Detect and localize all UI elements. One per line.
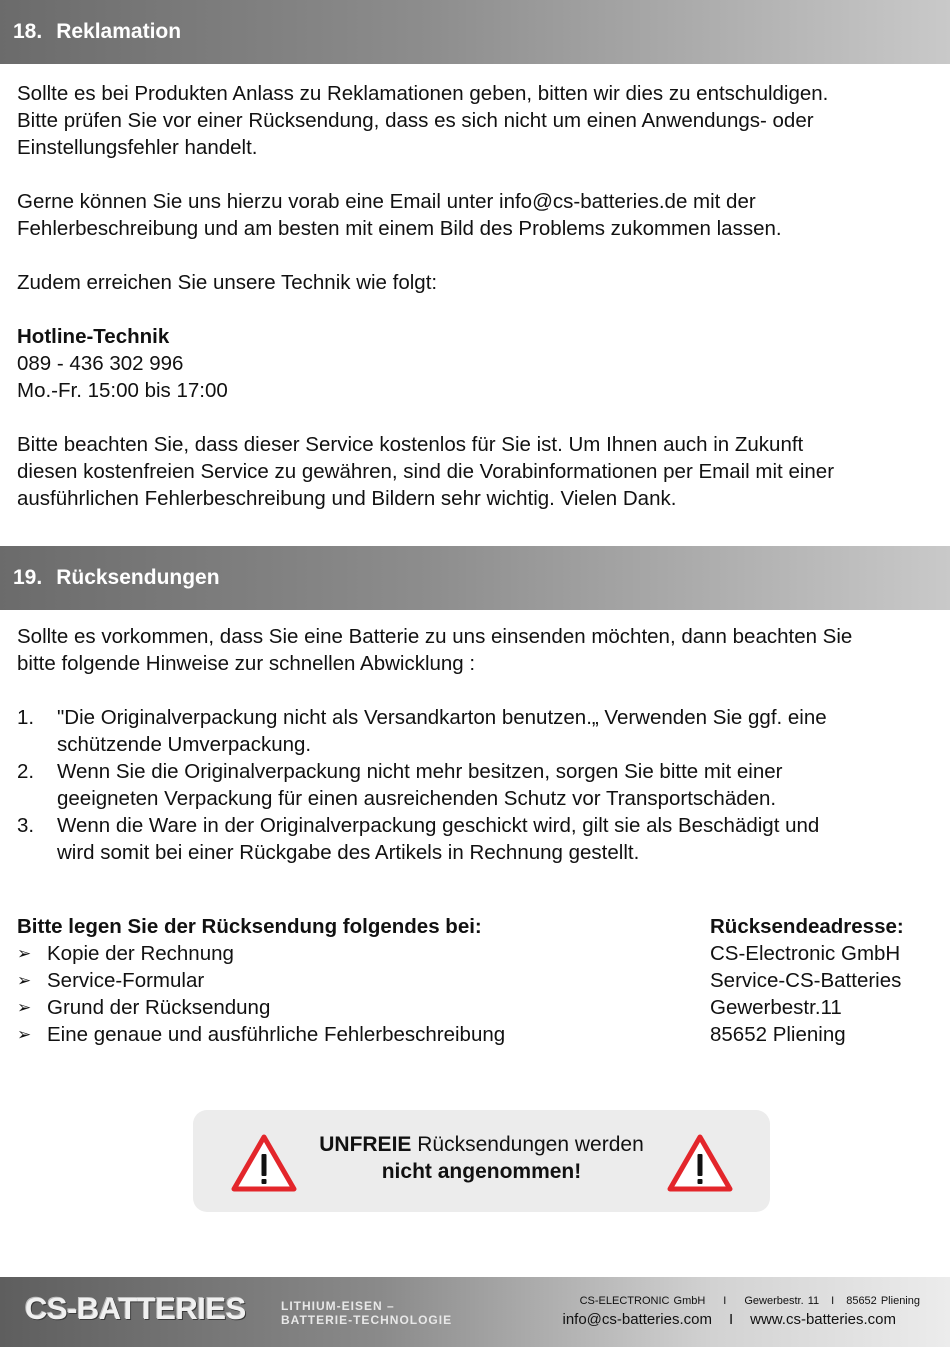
section-title: Rücksendungen xyxy=(56,566,220,589)
arrow-bullet-icon: ➢ xyxy=(17,1025,32,1044)
ruecksendungen-intro xyxy=(17,623,942,677)
enclosures-block xyxy=(17,913,677,1048)
arrow-bullet-icon: ➢ xyxy=(17,971,32,990)
list-item xyxy=(17,994,677,1021)
email-link[interactable]: info@cs-batteries.com xyxy=(562,1311,712,1328)
list-item xyxy=(17,704,927,758)
warning-triangle-icon xyxy=(667,1134,733,1192)
paragraph-line: Fehlerbeschreibung und am besten mit einem Bild des Problems zukommen lassen. xyxy=(17,217,782,240)
return-address-block xyxy=(710,913,945,1048)
separator: I xyxy=(831,1295,835,1307)
paragraph-line: Zudem erreichen Sie unsere Technik wie folgt: xyxy=(17,271,438,294)
paragraph-line: Bitte beachten Sie, dass dieser Service kostenlos für Sie ist. Um Ihnen auch in Zukunft xyxy=(17,433,804,456)
paragraph-line: ausführlichen Fehlerbeschreibung und Bildern sehr wichtig. Vielen Dank. xyxy=(17,487,677,510)
warning-line2: nicht angenommen! xyxy=(381,1160,582,1183)
warning-line1: Rücksendungen werden xyxy=(411,1133,644,1156)
section-header-reklamation xyxy=(0,0,950,64)
brand-tagline xyxy=(281,1299,452,1327)
warning-bold-word: UNFREIE xyxy=(319,1133,412,1156)
hotline-title: Hotline-Technik xyxy=(17,325,170,348)
paragraph-line: Bitte prüfen Sie vor einer Rücksendung, dass es sich nicht um einen Anwendungs- oder xyxy=(17,109,814,132)
list-item xyxy=(17,940,677,967)
list-item-text: "Die Originalverpackung nicht als Versandkarton benutzen.„ Verwenden Sie ggf. eine xyxy=(57,706,827,729)
paragraph-line: diesen kostenfreien Service zu gewähren, sind die Vorabinformationen per Email mit einer xyxy=(17,460,835,483)
list-item xyxy=(17,1021,677,1048)
paragraph-line: Gerne können Sie uns hierzu vorab eine Email unter info@cs-batteries.de mit der xyxy=(17,190,756,213)
paragraph-line: Sollte es vorkommen, dass Sie eine Batterie zu uns einsenden möchten, dann beachten Sie xyxy=(17,625,853,648)
contact-links xyxy=(563,1311,897,1328)
paragraph-line: bitte folgende Hinweise zur schnellen Abwicklung : xyxy=(17,652,476,675)
list-item-text: wird somit bei einer Rückgabe des Artikels in Rechnung gestellt. xyxy=(57,841,640,864)
list-item-text: Wenn Sie die Originalverpackung nicht mehr besitzen, sorgen Sie bitte mit einer xyxy=(57,760,783,783)
paragraph-line: Einstellungsfehler handelt. xyxy=(17,136,258,159)
enclosures-list xyxy=(17,940,677,1048)
company-street: Gewerbestr. 11 xyxy=(744,1295,820,1307)
address-line: CS-Electronic GmbH xyxy=(710,942,901,965)
address-title: Rücksendeadresse: xyxy=(710,915,904,938)
list-item-text: geeigneten Verpackung für einen ausreichenden Schutz vor Transportschäden. xyxy=(57,787,777,810)
list-item xyxy=(17,812,927,866)
list-item-text: Wenn die Ware in der Originalverpackung geschickt wird, gilt sie als Beschädigt und xyxy=(57,814,820,837)
tagline-line: BATTERIE-TECHNOLOGIE xyxy=(281,1313,453,1327)
list-item-text: Grund der Rücksendung xyxy=(47,996,271,1019)
list-number: 2. xyxy=(17,760,35,783)
enclosures-title: Bitte legen Sie der Rücksendung folgendes bei: xyxy=(17,915,482,938)
return-steps-list xyxy=(17,704,927,866)
company-info xyxy=(580,1295,920,1307)
address-line: Gewerbestr.11 xyxy=(710,996,842,1019)
list-number: 1. xyxy=(17,706,35,729)
section-number: 19. xyxy=(13,566,43,589)
company-name: CS-ELECTRONIC GmbH xyxy=(579,1295,706,1307)
section-header-ruecksendungen xyxy=(0,546,950,610)
reklamation-body xyxy=(17,80,937,512)
list-item-text: Kopie der Rechnung xyxy=(47,942,234,965)
footer xyxy=(0,1277,950,1347)
list-item xyxy=(17,967,677,994)
list-item-text: Eine genaue und ausführliche Fehlerbeschreibung xyxy=(47,1023,506,1046)
hotline-hours: Mo.-Fr. 15:00 bis 17:00 xyxy=(17,379,228,402)
list-number: 3. xyxy=(17,814,35,837)
section-number: 18. xyxy=(13,20,43,43)
website-link[interactable]: www.cs-batteries.com xyxy=(750,1311,896,1328)
arrow-bullet-icon: ➢ xyxy=(17,998,32,1017)
list-item-text: Service-Formular xyxy=(47,969,205,992)
tagline-line: LITHIUM-EISEN – xyxy=(281,1299,395,1313)
arrow-bullet-icon: ➢ xyxy=(17,944,32,963)
section-title: Reklamation xyxy=(56,20,182,43)
address-line: 85652 Pliening xyxy=(710,1023,846,1046)
address-line: Service-CS-Batteries xyxy=(710,969,902,992)
brand-logo: CS-BATTERIES xyxy=(25,1291,246,1326)
warning-box xyxy=(193,1110,770,1212)
paragraph-line: Sollte es bei Produkten Anlass zu Reklamationen geben, bitten wir dies zu entschuldigen. xyxy=(17,82,829,105)
company-city: 85652 Pliening xyxy=(846,1295,920,1307)
separator: I xyxy=(723,1295,727,1307)
hotline-phone: 089 - 436 302 996 xyxy=(17,352,184,375)
separator: I xyxy=(728,1311,734,1328)
list-item-text: schützende Umverpackung. xyxy=(57,733,312,756)
list-item xyxy=(17,758,927,812)
